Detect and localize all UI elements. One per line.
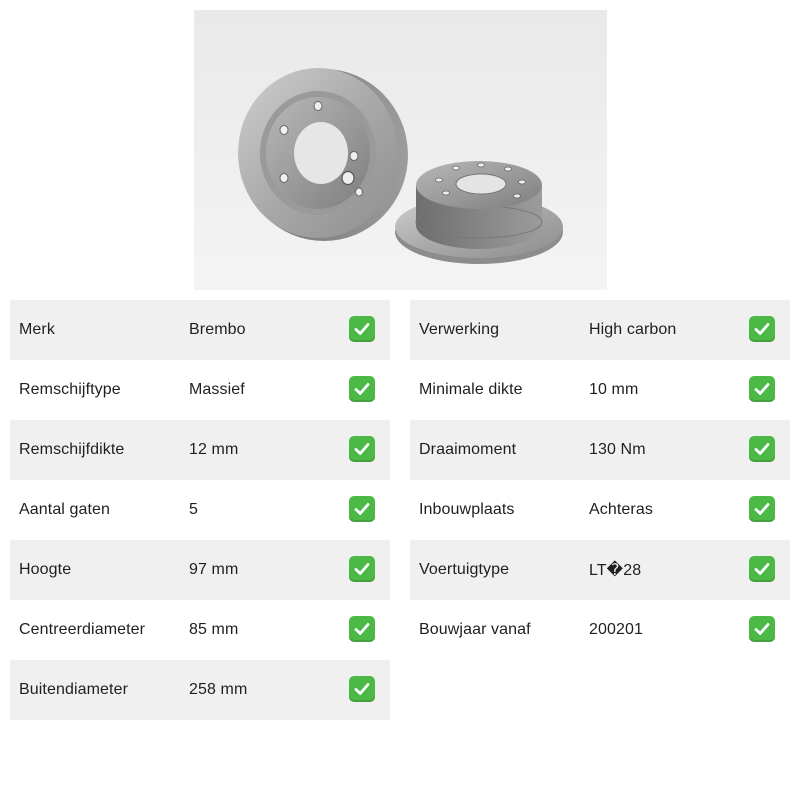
spec-label: Inbouwplaats <box>419 501 515 518</box>
check-mark-icon <box>349 556 375 582</box>
spec-row-aantal-gaten <box>10 480 390 540</box>
spec-row-verwerking <box>410 300 790 360</box>
check-mark-icon <box>349 316 375 342</box>
spec-value: 10 mm <box>589 381 639 398</box>
spec-label: Remschijftype <box>19 381 121 398</box>
check-mark-icon <box>349 376 375 402</box>
spec-value: 258 mm <box>189 681 248 698</box>
spec-value: Massief <box>189 381 245 398</box>
check-mark-icon <box>749 556 775 582</box>
check-mark-icon <box>349 676 375 702</box>
spec-value: 85 mm <box>189 621 239 638</box>
spec-value: 5 <box>189 501 198 518</box>
spec-label: Remschijfdikte <box>19 441 125 458</box>
spec-label: Bouwjaar vanaf <box>419 621 531 638</box>
spec-value: 12 mm <box>189 441 239 458</box>
spec-table-left <box>10 300 390 720</box>
check-mark-icon <box>749 496 775 522</box>
spec-row-remschijftype <box>10 360 390 420</box>
spec-label: Hoogte <box>19 561 72 578</box>
check-mark-icon <box>749 316 775 342</box>
spec-row-bouwjaar-vanaf <box>410 600 790 660</box>
spec-label: Draaimoment <box>419 441 517 458</box>
spec-value: High carbon <box>589 321 677 338</box>
spec-row-draaimoment <box>410 420 790 480</box>
spec-label: Verwerking <box>419 321 500 338</box>
spec-label: Minimale dikte <box>419 381 523 398</box>
spec-label: Centreerdiameter <box>19 621 146 638</box>
spec-row-hoogte <box>10 540 390 600</box>
spec-value: Achteras <box>589 501 653 518</box>
spec-value: Brembo <box>189 321 246 338</box>
check-mark-icon <box>349 436 375 462</box>
spec-row-remschijfdikte <box>10 420 390 480</box>
spec-value: 97 mm <box>189 561 239 578</box>
spec-row-voertuigtype <box>410 540 790 600</box>
check-mark-icon <box>749 376 775 402</box>
spec-label: Buitendiameter <box>19 681 129 698</box>
spec-label: Merk <box>19 321 55 338</box>
spec-row-inbouwplaats <box>410 480 790 540</box>
spec-value: 200201 <box>589 621 643 638</box>
spec-row-merk <box>10 300 390 360</box>
spec-label: Aantal gaten <box>19 501 111 518</box>
spec-row-centreerdiameter <box>10 600 390 660</box>
product-image <box>194 10 607 290</box>
check-mark-icon <box>749 436 775 462</box>
spec-row-minimale-dikte <box>410 360 790 420</box>
spec-value: 130 Nm <box>589 441 646 458</box>
brake-discs-illustration <box>194 10 607 290</box>
check-mark-icon <box>349 496 375 522</box>
spec-row-buitendiameter <box>10 660 390 720</box>
check-mark-icon <box>349 616 375 642</box>
spec-value: LT�28 <box>589 562 642 579</box>
spec-table-right <box>410 300 790 660</box>
spec-label: Voertuigtype <box>419 561 510 578</box>
check-mark-icon <box>749 616 775 642</box>
